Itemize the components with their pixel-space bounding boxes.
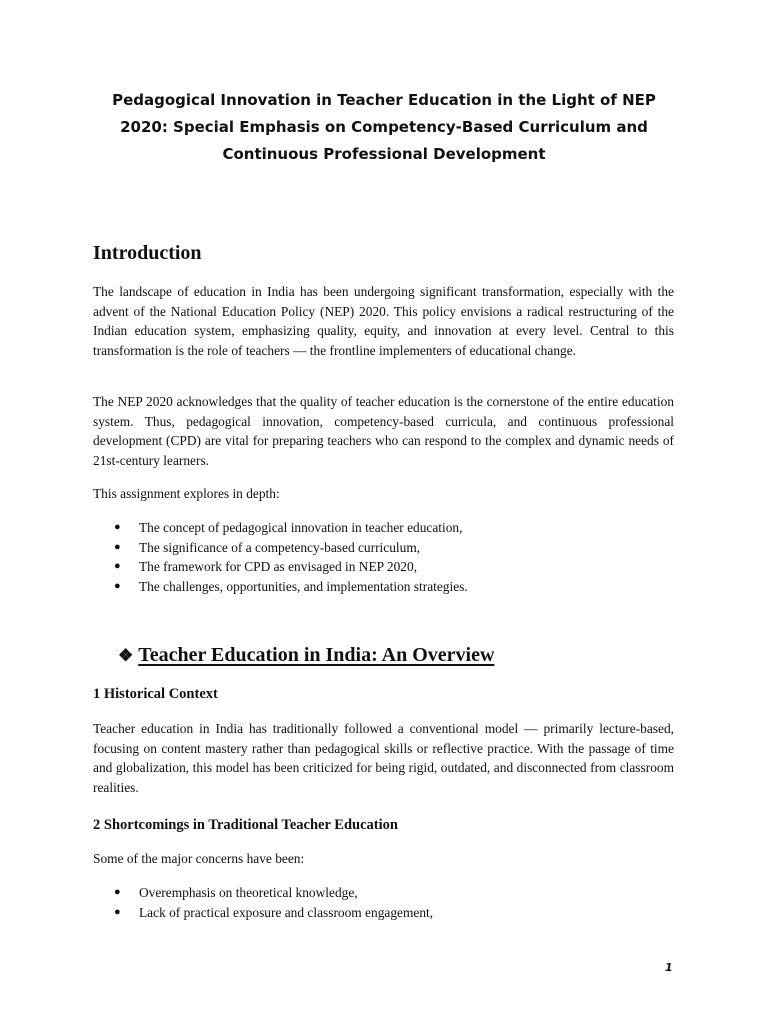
bullet-icon: ● [114,560,121,572]
section-heading-text: Teacher Education in India: An Overview [138,644,495,666]
introduction-paragraph-2: The NEP 2020 acknowledges that the quality of teacher education is the cornerstone of the entire education system. Thus, pedagogical innovation, competency-based curricula, and continuous professional development (CPD) are vital for preparing teachers who can respond to the complex and dynamic needs of 21st-century learners. [93,394,674,468]
bullet-icon: ● [114,905,121,918]
bullet-icon: ● [114,886,121,898]
section-heading-teacher-education [118,641,494,670]
page-number: 1 [665,961,673,974]
list-item: ● The concept of pedagogical innovation in teacher education, [93,518,674,538]
introduction-bullet-list [93,518,674,596]
document-title [86,87,682,168]
introduction-paragraph-3: This assignment explores in depth: [93,486,280,501]
bullet-icon: ● [114,540,121,553]
list-item: ● Lack of practical exposure and classroom engagement, [93,903,674,923]
shortcomings-bullet-list [93,883,674,922]
title-line: 2020: Special Emphasis on Competency-Based Curriculum and [120,118,648,136]
list-item: ● Overemphasis on theoretical knowledge, [93,883,674,903]
list-item: ● The challenges, opportunities, and implementation strategies. [93,577,674,597]
title-line: Continuous Professional Development [222,145,546,163]
historical-context-paragraph: Teacher education in India has traditionally followed a conventional model — primarily lecture-based, focusing on content mastery rather than pedagogical skills or reflective practice. With the passage of time and globalization, this model has been criticized for being rigid, outdated, and disconnected from classroom realities. [93,721,674,795]
bullet-icon: ● [114,579,121,592]
subheading-shortcomings: 2 Shortcomings in Traditional Teacher Education [93,817,398,833]
shortcomings-paragraph: Some of the major concerns have been: [93,851,305,866]
introduction-paragraph-1: The landscape of education in India has been undergoing significant transformation, especially with the advent of the National Education Policy (NEP) 2020. This policy envisions a radical restructuring of the Indian education system, emphasizing quality, equity, and innovation at every level. Central to this transformation is the role of teachers — the frontline implementers of educational change. [93,284,674,358]
title-line: Pedagogical Innovation in Teacher Education in the Light of NEP [112,91,656,109]
diamond-bullet-icon: ❖ [118,646,134,665]
list-item: ● The significance of a competency-based curriculum, [93,538,674,558]
introduction-heading: Introduction [93,242,202,264]
list-item: ● The framework for CPD as envisaged in NEP 2020, [93,557,674,577]
bullet-icon: ● [114,521,121,533]
subheading-historical-context: 1 Historical Context [93,686,218,702]
